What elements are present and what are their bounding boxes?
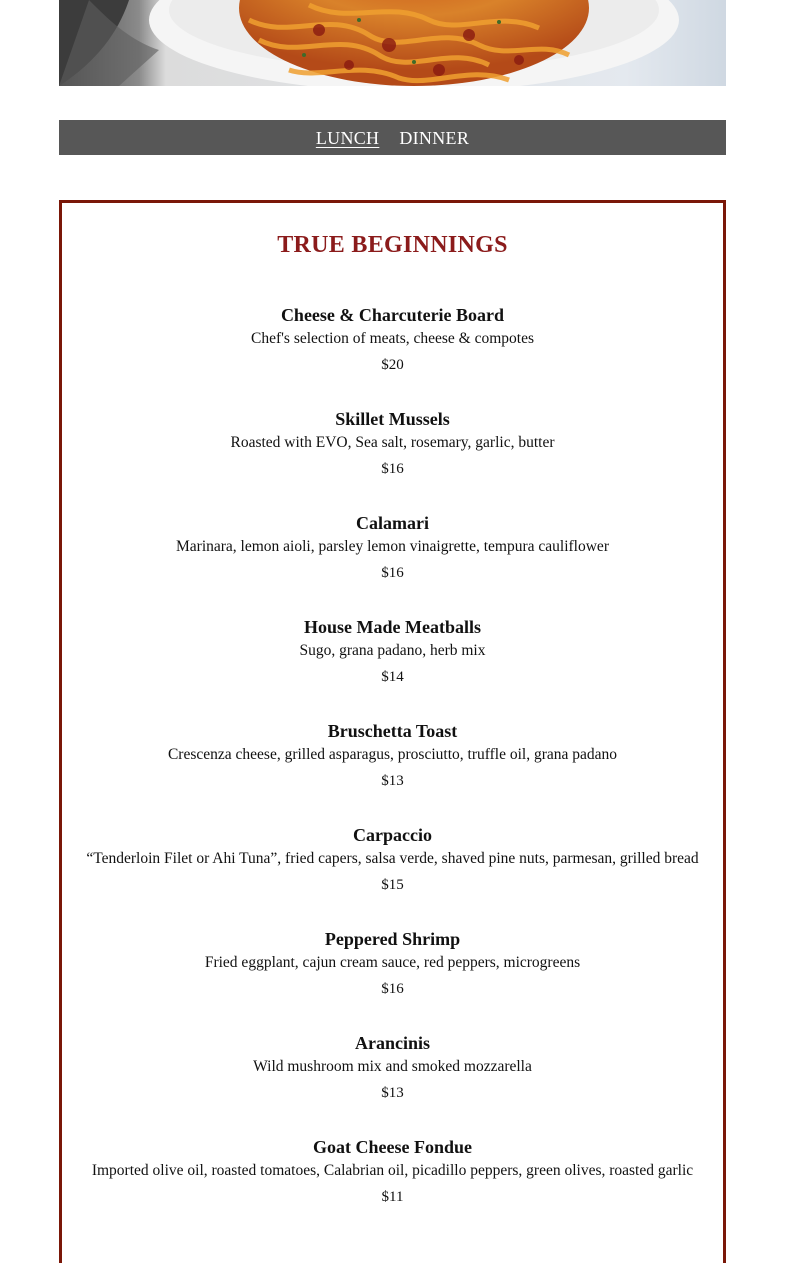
item-description: Roasted with EVO, Sea salt, rosemary, garlic, butter: [230, 434, 555, 451]
item-name: House Made Meatballs: [304, 617, 481, 637]
item-name: Calamari: [356, 513, 429, 533]
item-description: Crescenza cheese, grilled asparagus, prosciutto, truffle oil, grana padano: [167, 746, 618, 763]
item-name: Skillet Mussels: [335, 409, 450, 429]
item-name: Bruschetta Toast: [327, 721, 458, 741]
section-title: TRUE BEGINNINGS: [277, 232, 508, 258]
item-price: $13: [381, 773, 404, 789]
tab-dinner[interactable]: DINNER: [399, 128, 470, 148]
menu-item: [62, 928, 723, 998]
item-name: Goat Cheese Fondue: [313, 1137, 472, 1157]
hero-pasta-image: [59, 0, 726, 86]
menu-item: [62, 304, 723, 374]
menu-item: [62, 1032, 723, 1102]
menu-item: [62, 616, 723, 686]
item-description: Imported olive oil, roasted tomatoes, Calabrian oil, picadillo peppers, green olives, roasted garlic: [91, 1162, 694, 1179]
menu-item: [62, 824, 723, 894]
item-name: Cheese & Charcuterie Board: [280, 305, 505, 325]
menu-tab-bar: [59, 120, 726, 155]
item-price: $14: [381, 669, 404, 685]
menu-item-list: [62, 304, 723, 1206]
item-description: “Tenderloin Filet or Ahi Tuna”, fried capers, salsa verde, shaved pine nuts, parmesan, grilled bread: [86, 850, 699, 867]
item-price: $15: [381, 877, 404, 893]
item-price: $16: [381, 565, 404, 581]
tab-lunch[interactable]: LUNCH: [315, 128, 380, 148]
item-name: Peppered Shrimp: [324, 929, 461, 949]
item-description: Sugo, grana padano, herb mix: [299, 642, 486, 659]
item-name: Carpaccio: [353, 825, 432, 845]
item-price: $13: [381, 1085, 404, 1101]
item-price: $20: [381, 357, 404, 373]
menu-item: [62, 512, 723, 582]
item-price: $16: [381, 981, 404, 997]
item-description: Fried eggplant, cajun cream sauce, red peppers, microgreens: [204, 954, 581, 971]
item-description: Marinara, lemon aioli, parsley lemon vinaigrette, tempura cauliflower: [176, 538, 609, 555]
menu-item: [62, 720, 723, 790]
item-description: Wild mushroom mix and smoked mozzarella: [253, 1058, 532, 1075]
menu-section-panel: [59, 200, 726, 1263]
item-price: $11: [381, 1189, 404, 1205]
menu-item: [62, 1136, 723, 1206]
item-name: Arancinis: [354, 1033, 430, 1053]
menu-item: [62, 408, 723, 478]
item-price: $16: [381, 461, 404, 477]
item-description: Chef's selection of meats, cheese & compotes: [251, 330, 534, 347]
